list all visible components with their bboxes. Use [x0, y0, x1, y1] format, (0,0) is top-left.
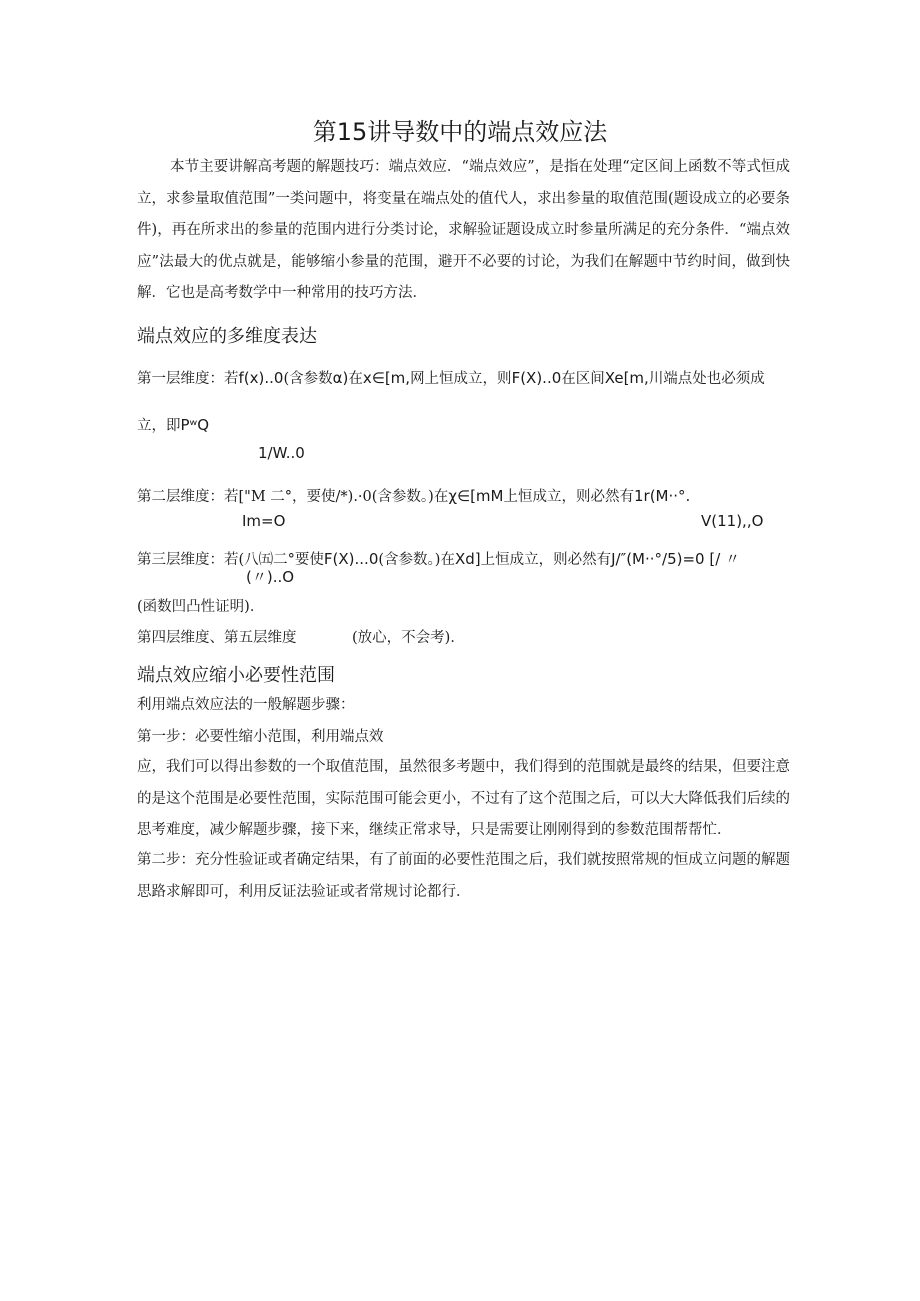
- layer1-math: α): [332, 369, 349, 387]
- layer2-text: 上恒成立，则必然有: [503, 489, 634, 505]
- layer3-math: F(X)...0: [323, 550, 379, 568]
- step1-body: 应，我们可以得出参数的一个取值范围，虽然很多考题中，我们得到的范围就是最终的结果，但要注意的是这个范围是必要性范围，实际范围可能会更小，不过有了这个范围之后，可以大大降低我们后续的思考难度，减少解题步骤，接下来，继续正常求导，只是需要让刚刚得到的参数范围帮帮忙．: [137, 759, 790, 838]
- page-title: 第15讲导数中的端点效应法: [312, 118, 608, 146]
- layer1-cont-math: PʷQ: [180, 416, 210, 434]
- layer3-text: (含参数。)在: [378, 552, 455, 568]
- layer1-text: 网上恒成立，则: [410, 371, 512, 387]
- layer3-text: 第三层维度：若(八㈤二°要使: [137, 552, 324, 568]
- layer1-formula: 1/W..0: [258, 444, 305, 462]
- layer3-line: [137, 548, 740, 569]
- layer4-line: [137, 626, 297, 647]
- layer2-sub-right: V(11),,O: [701, 512, 764, 530]
- layer1-text: 在区间: [561, 371, 605, 387]
- layer1-text: 在: [348, 371, 363, 387]
- layer1-cont-text: 立，即: [137, 418, 181, 434]
- step2-body: 第二步：充分性验证或者确定结果，有了前面的必要性范围之后，我们就按照常规的恒成立问题的解题思路求解即可，利用反证法验证或者常规讨论都行．: [137, 852, 790, 900]
- layer3-note: (函数凹凸性证明)．: [137, 599, 265, 615]
- layer2-line: [137, 485, 690, 506]
- layer1-text: (含参数: [283, 371, 333, 387]
- layer1-text: 川端点处也必须成: [648, 371, 765, 387]
- layer2-text: 第二层维度：若["M 二°，要使/*).·0(含参数。)在: [137, 489, 449, 505]
- section-heading-necessity: 端点效应缩小必要性范围: [137, 665, 335, 686]
- layer1-math: x∈[m,: [362, 369, 411, 387]
- layer3-math: Xd]: [454, 550, 481, 568]
- layer2-sub-left: Im=O: [242, 512, 286, 530]
- layer2-math: 1r(M··°.: [633, 487, 691, 505]
- layer1-math: Xe[m,: [604, 369, 649, 387]
- layer1-math: f(x)..0: [238, 369, 284, 387]
- layer2-math: χ∈[mM: [448, 487, 504, 505]
- step1-heading: 第一步：必要性缩小范围，利用端点效: [137, 729, 384, 745]
- layer4-note: (放心，不会考)．: [352, 630, 465, 646]
- section-heading-multidimensional: 端点效应的多维度表达: [137, 326, 317, 347]
- steps-intro: 利用端点效应法的一般解题步骤：: [137, 697, 355, 713]
- layer1-text: 第一层维度：若: [137, 371, 239, 387]
- layer1-math: F(X)..0: [511, 369, 562, 387]
- layer1-line: [137, 367, 765, 388]
- layer1-continuation: [137, 414, 209, 435]
- layer3-math: J/″(M··°/5)=0 [/ 〃: [611, 550, 741, 568]
- layer3-text: 上恒成立，则必然有: [480, 552, 612, 568]
- layer4-text: 第四层维度、第五层维度: [137, 630, 297, 646]
- intro-paragraph: 本节主要讲解高考题的解题技巧：端点效应．“端点效应”，是指在处理“定区间上函数不等式恒成立，求参量取值范围”一类问题中，将变量在端点处的值代人，求出参量的取值范围(题设成立的必要条件)，再在所求出的参量的范围内进行分类讨论，求解验证题设成立时参量所满足的充分条件．“端点效应”法最大的优点就是，能够缩小参量的范围，避开不必要的讨论，为我们在解题中节约时间，做到快解．它也是高考数学中一种常用的技巧方法．: [137, 159, 790, 301]
- layer3-sub: (〃)..O: [246, 568, 295, 586]
